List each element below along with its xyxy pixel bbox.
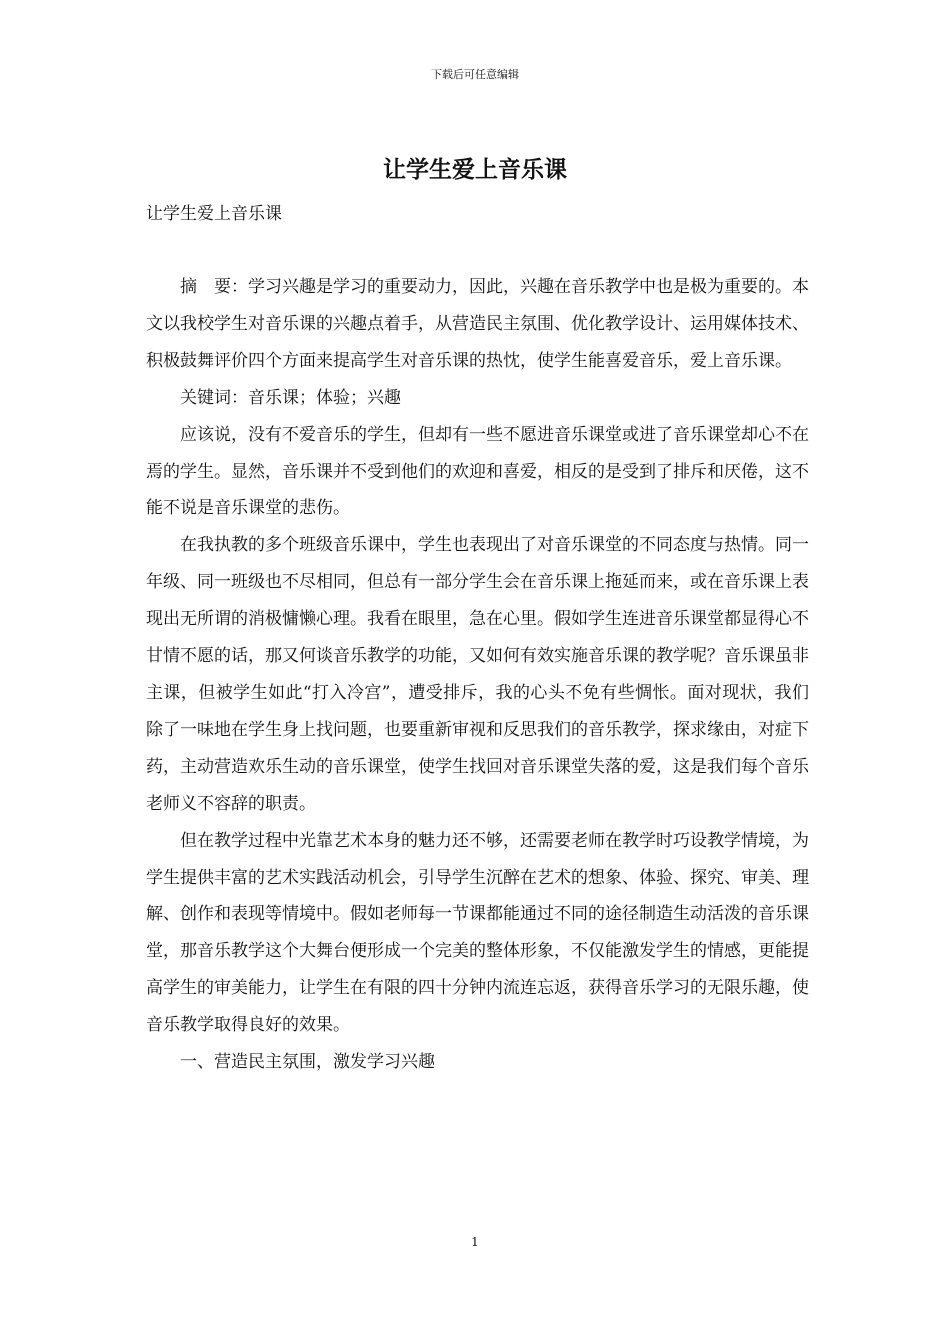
body-paragraph: 在我执教的多个班级音乐课中，学生也表现出了对音乐课堂的不同态度与热情。同一年级、同一班级也不尽相同，但总有一部分学生会在音乐课上拖延而来，或在音乐课上表现出无所谓的消极慵懒心理。我看在眼里，急在心里。假如学生连进音乐课堂都显得心不甘情不愿的话，那又何谈音乐教学的功能，又如何有效实施音乐课的教学呢？音乐课虽非主课，但被学生如此“打入冷宫”，遭受排斥，我的心头不免有些惆怅。面对现状，我们除了一味地在学生身上找问题，也要重新审视和反思我们的音乐教学，探求缘由，对症下药，主动营造欢乐生动的音乐课堂，使学生找回对音乐课堂失落的爱，这是我们每个音乐老师义不容辞的职责。 xyxy=(146,535,809,814)
page-number: 1 xyxy=(471,1235,479,1249)
document-body xyxy=(146,269,809,1081)
document-title: 让学生爱上音乐课 xyxy=(383,156,567,183)
abstract-paragraph: 摘 要：学习兴趣是学习的重要动力，因此，兴趣在音乐教学中也是极为重要的。本文以我校学生对音乐课的兴趣点着手，从营造民主氛围、优化教学设计、运用媒体技术、积极鼓舞评价四个方面来提高学生对音乐课的热忱，使学生能喜爱音乐，爱上音乐课。 xyxy=(146,277,809,371)
header-note: 下载后可任意编辑 xyxy=(431,68,519,81)
section-heading: 一、营造民主氛围，激发学习兴趣 xyxy=(180,1052,435,1073)
body-paragraph: 但在教学过程中光靠艺术本身的魅力还不够，还需要老师在教学时巧设教学情境，为学生提供丰富的艺术实践活动机会，引导学生沉醉在艺术的想象、体验、探究、审美、理解、创作和表现等情境中。假如老师每一节课都能通过不同的途径制造生动活泼的音乐课堂，那音乐教学这个大舞台便形成一个完美的整体形象，不仅能激发学生的情感，更能提高学生的审美能力，让学生在有限的四十分钟内流连忘返，获得音乐学习的无限乐趣，使音乐教学取得良好的效果。 xyxy=(146,830,809,1036)
document-subtitle: 让学生爱上音乐课 xyxy=(146,204,282,224)
keywords-paragraph: 关键词：音乐课；体验；兴趣 xyxy=(180,387,401,408)
body-paragraph: 应该说，没有不爱音乐的学生，但却有一些不愿进音乐课堂或进了音乐课堂却心不在焉的学生。显然，音乐课并不受到他们的欢迎和喜爱，相反的是受到了排斥和厌倦，这不能不说是音乐课堂的悲伤。 xyxy=(146,424,809,519)
